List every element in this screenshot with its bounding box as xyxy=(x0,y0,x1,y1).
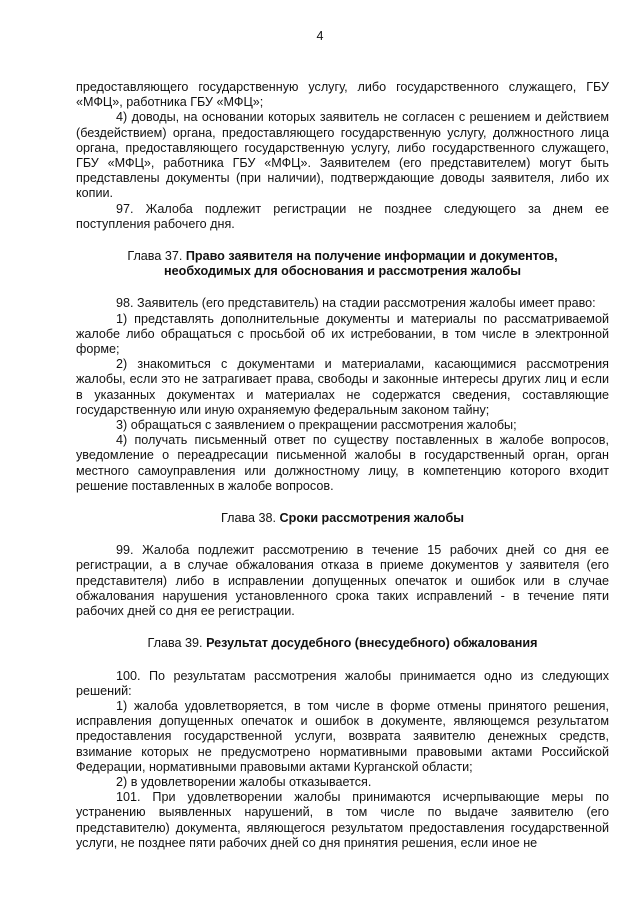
paragraph: 2) в удовлетворении жалобы отказывается. xyxy=(116,774,372,789)
paragraph: 97. Жалоба подлежит регистрации не позднее следующего за днем ее поступления рабочего дня. xyxy=(76,201,609,231)
page-number: 4 xyxy=(316,29,324,43)
paragraph: предоставляющего государственную услугу, либо государственного служащего, ГБУ «МФЦ», работника ГБУ «МФЦ»; xyxy=(76,80,609,110)
chapter-title: Право заявителя на получение информации и документов, xyxy=(185,249,558,264)
chapter-heading-38 xyxy=(76,511,609,526)
paragraph: 100. По результатам рассмотрения жалобы принимается одно из следующих решений: xyxy=(76,668,609,698)
paragraph: 1) жалоба удовлетворяется, в том числе в форме отмены принятого решения, исправления допущенных опечаток и ошибок в документе, являющемся результатом предоставления государственной услуги, возврата заявителю денежных средств, взимание которых не предусмотрено нормативными правовыми актами Российской Федерации, нормативными правовыми актами Курганской области; xyxy=(76,698,609,774)
chapter-heading-37 xyxy=(76,249,609,279)
chapter-prefix: Глава 37. xyxy=(127,249,186,264)
chapter-heading-39 xyxy=(76,636,609,651)
paragraph: 98. Заявитель (его представитель) на стадии рассмотрения жалобы имеет право: xyxy=(116,296,596,311)
chapter-title-line2: необходимых для обоснования и рассмотрения жалобы xyxy=(164,264,521,279)
chapter-prefix: Глава 38. xyxy=(221,511,280,526)
paragraph: 4) доводы, на основании которых заявитель не согласен с решением и действием (бездействием) органа, предоставляющего государственную услугу, должностного лица органа, предоставляющего государственную услугу, либо государственного служащего, ГБУ «МФЦ», работника ГБУ «МФЦ». Заявителем (его представителем) могут быть представлены документы (при наличии), подтверждающие доводы заявителя, либо их копии. xyxy=(76,110,609,201)
chapter-title: Сроки рассмотрения жалобы xyxy=(279,511,464,526)
paragraph: 99. Жалоба подлежит рассмотрению в течение 15 рабочих дней со дня ее регистрации, а в случае обжалования отказа в приеме документов у заявителя (его представителя) либо в исправлении допущенных опечаток и ошибок или в случае обжалования нарушения установленного срока таких исправлений - в течение пяти рабочих дней со дня ее регистрации. xyxy=(76,543,609,619)
chapter-prefix: Глава 39. xyxy=(147,636,207,651)
paragraph: 1) представлять дополнительные документы и материалы по рассматриваемой жалобе либо обращаться с просьбой об их истребовании, в том числе в электронной форме; xyxy=(76,311,609,357)
paragraph: 101. При удовлетворении жалобы принимаются исчерпывающие меры по устранению выявленных нарушений, в том числе по выдаче заявителю (его представителю) документа, являющегося результатом предоставления государственной услуги, не позднее пяти рабочих дней со дня принятия решения, если иное не xyxy=(76,790,609,850)
paragraph: 3) обращаться с заявлением о прекращении рассмотрения жалобы; xyxy=(116,418,517,433)
paragraph: 2) знакомиться с документами и материалами, касающимися рассмотрения жалобы, если это не затрагивает права, свободы и законные интересы других лиц и если в указанных документах и материалах не содержатся сведения, составляющие государственную или иную охраняемую федеральным законом тайну; xyxy=(76,357,609,417)
chapter-title: Результат досудебного (внесудебного) обжалования xyxy=(206,636,538,651)
paragraph: 4) получать письменный ответ по существу поставленных в жалобе вопросов, уведомление о переадресации письменной жалобы в государственный орган, орган местного самоуправления или должностному лицу, в компетенцию которого входит решение поставленных в жалобе вопросов. xyxy=(76,433,609,493)
document-body xyxy=(76,80,609,851)
